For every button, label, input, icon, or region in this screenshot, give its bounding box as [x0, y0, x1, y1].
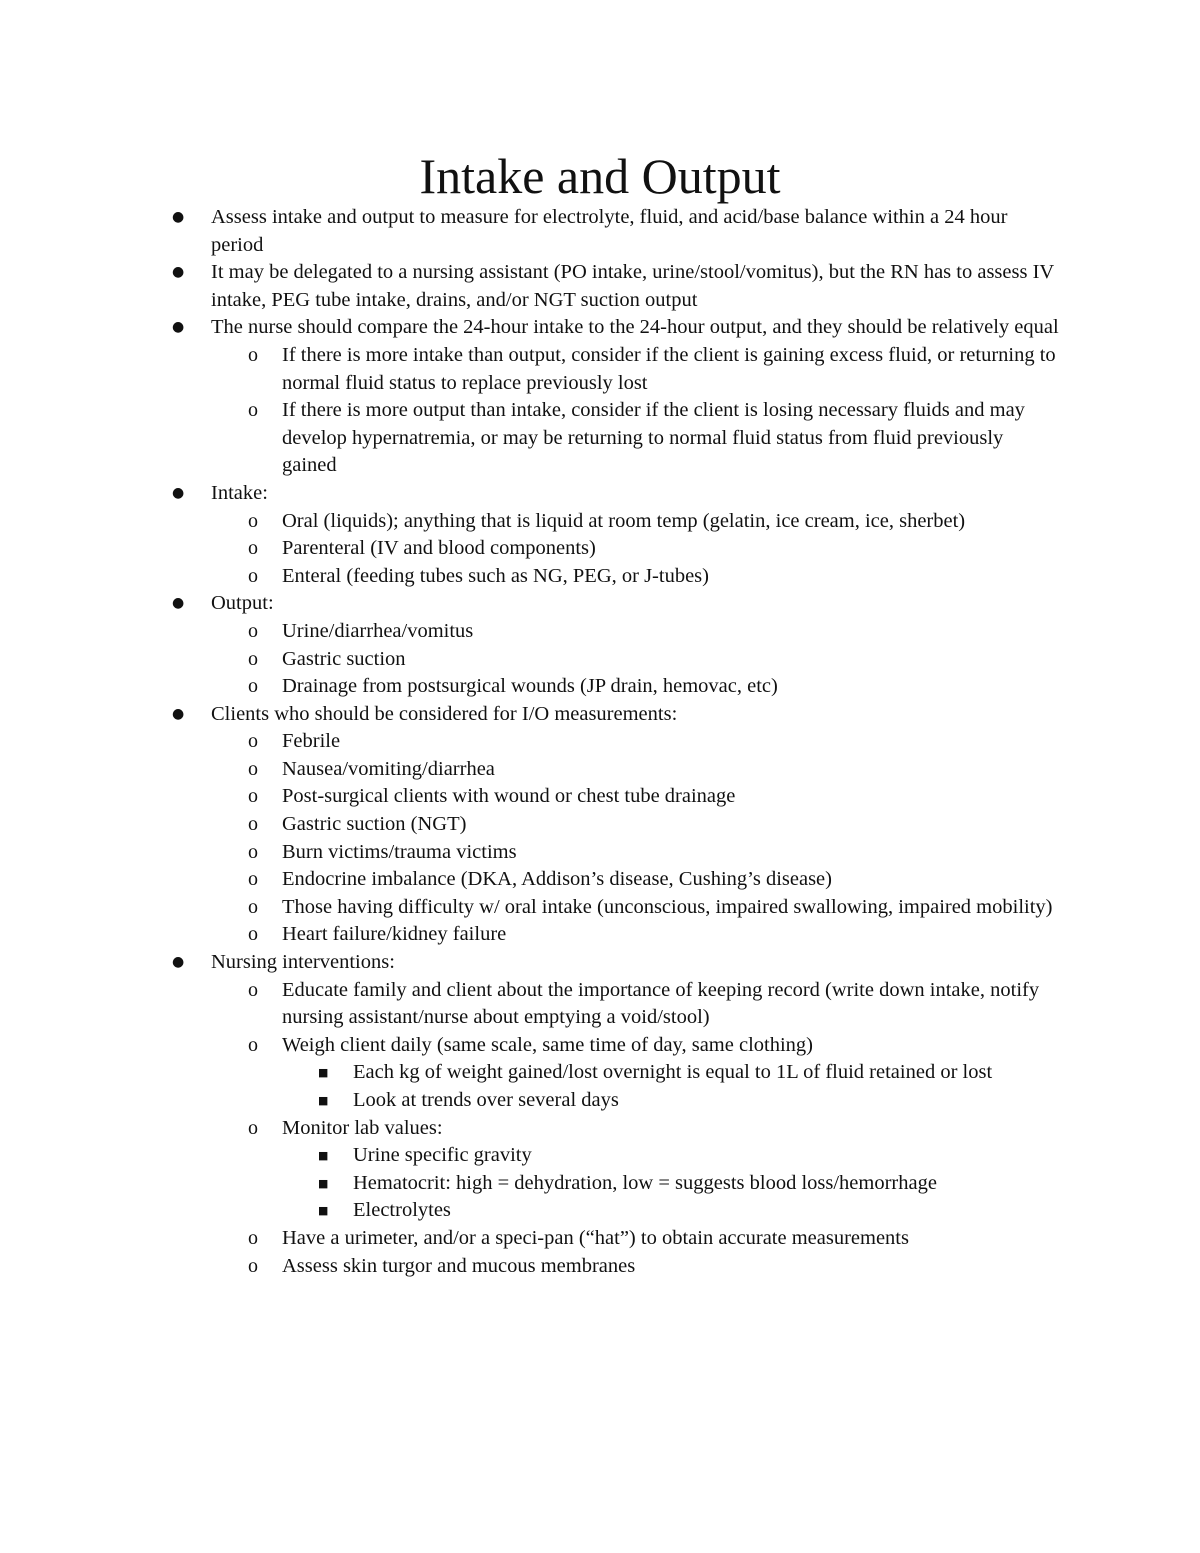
sub-bullet-marker: o	[248, 757, 258, 780]
bullet-marker: ●	[172, 595, 185, 612]
sub-list	[211, 508, 1061, 591]
sub-list-item	[0, 756, 1062, 784]
sub-list-item	[0, 1225, 1062, 1253]
nested-list-item	[0, 1059, 1063, 1087]
sub-list-item-text: Heart failure/kidney failure	[282, 923, 507, 946]
nested-sub-list	[282, 1142, 1062, 1225]
sub-list-item	[0, 673, 1062, 701]
sub-bullet-marker: o	[248, 399, 258, 422]
sub-list-item-text: Weigh client daily (same scale, same time of day, same clothing)	[282, 1033, 813, 1056]
sub-bullet-marker: o	[248, 813, 258, 836]
sub-list-item-text: Nausea/vomiting/diarrhea	[282, 757, 495, 780]
nested-list-item	[0, 1142, 1063, 1170]
sub-list-item	[0, 921, 1062, 949]
sub-bullet-marker: o	[248, 730, 258, 753]
square-bullet-marker: ■	[318, 1149, 329, 1163]
list-item-text: Nursing interventions:	[211, 951, 395, 974]
list-item	[0, 314, 1061, 480]
sub-bullet-marker: o	[248, 647, 258, 670]
nested-list-item	[0, 1087, 1063, 1115]
sub-list	[211, 728, 1061, 949]
nested-list-item-text: Electrolytes	[353, 1199, 451, 1222]
nested-sub-list	[282, 1059, 1062, 1114]
list-item	[0, 590, 1061, 700]
sub-list-item	[0, 977, 1062, 1032]
sub-list-item	[0, 563, 1062, 591]
nested-list-item	[0, 1197, 1063, 1225]
sub-list-item-text: Gastric suction (NGT)	[282, 813, 467, 836]
sub-list-item-text: Enteral (feeding tubes such as NG, PEG, or J-tubes)	[282, 564, 709, 587]
nested-list-item-text: Look at trends over several days	[353, 1089, 619, 1111]
main-bullet-list	[0, 204, 1200, 1280]
sub-bullet-marker: o	[248, 1254, 258, 1277]
nested-list-item-text: Hematocrit: high = dehydration, low = suggests blood loss/hemorrhage	[353, 1171, 937, 1194]
sub-list	[211, 977, 1061, 1281]
sub-list-item-text: Those having difficulty w/ oral intake (unconscious, impaired swallowing, impaired mobility)	[282, 895, 1053, 918]
sub-bullet-marker: o	[248, 923, 258, 946]
sub-list-item	[0, 839, 1062, 867]
list-item	[0, 949, 1061, 1280]
bullet-marker: ●	[172, 705, 185, 722]
page-title: Intake and Output	[419, 148, 781, 204]
square-bullet-marker: ■	[318, 1094, 329, 1107]
sub-list-item	[0, 811, 1062, 839]
sub-list-item-text: Urine/diarrhea/vomitus	[282, 619, 474, 642]
sub-list-item-text: Educate family and client about the importance of keeping record (write down intake, notify nursing assistant/nurse about emptying a void/stool)	[282, 978, 1040, 1029]
list-item-text: It may be delegated to a nursing assistant (PO intake, urine/stool/vomitus), but the RN has to assess IV intake, PEG tube intake, drains, and/or NGT suction output	[211, 261, 1054, 311]
list-item	[0, 701, 1061, 949]
square-bullet-marker: ■	[318, 1066, 329, 1080]
sub-bullet-marker: o	[248, 1033, 258, 1056]
list-item-text: Output:	[211, 592, 274, 615]
sub-list-item-text: Drainage from postsurgical wounds (JP drain, hemovac, etc)	[282, 675, 778, 698]
nested-list-item-text: Urine specific gravity	[353, 1144, 532, 1167]
bullet-marker: ●	[172, 209, 185, 225]
sub-bullet-marker: o	[248, 868, 258, 891]
sub-bullet-marker: o	[248, 1226, 258, 1249]
sub-list-item-text: Monitor lab values:	[282, 1116, 443, 1139]
sub-bullet-marker: o	[248, 343, 258, 366]
sub-bullet-marker: o	[248, 619, 258, 642]
bullet-marker: ●	[172, 319, 185, 336]
sub-list-item	[0, 783, 1062, 811]
sub-list-item	[0, 342, 1062, 397]
sub-list-item-text: Have a urimeter, and/or a speci-pan (“hat”) to obtain accurate measurements	[282, 1226, 909, 1249]
bullet-marker: ●	[172, 484, 185, 501]
list-item-text: The nurse should compare the 24-hour intake to the 24-hour output, and they should be relatively equal	[211, 316, 1059, 339]
sub-bullet-marker: o	[248, 1116, 258, 1139]
sub-bullet-marker: o	[248, 675, 258, 698]
sub-bullet-marker: o	[248, 564, 258, 587]
sub-list-item-text: Endocrine imbalance (DKA, Addison’s disease, Cushing’s disease)	[282, 868, 832, 891]
list-item	[0, 204, 1061, 259]
list-item-text: Intake:	[211, 481, 268, 504]
sub-list-item-text: Post-surgical clients with wound or chest tube drainage	[282, 785, 736, 808]
square-bullet-marker: ■	[318, 1204, 329, 1218]
bullet-marker: ●	[172, 954, 185, 971]
sub-list	[211, 618, 1061, 701]
sub-list-item	[0, 728, 1062, 756]
sub-list-item-text: Burn victims/trauma victims	[282, 840, 517, 863]
sub-bullet-marker: o	[248, 537, 258, 560]
list-item-text: Assess intake and output to measure for electrolyte, fluid, and acid/base balance within a 24 hour period	[211, 206, 1008, 256]
document-body	[0, 204, 1200, 1280]
sub-list-item	[0, 397, 1062, 480]
sub-bullet-marker: o	[248, 978, 258, 1001]
sub-list-item	[0, 535, 1062, 563]
sub-bullet-marker: o	[248, 785, 258, 808]
sub-list-item	[0, 508, 1062, 536]
bullet-marker: ●	[172, 264, 185, 281]
sub-list-item	[0, 1032, 1062, 1115]
sub-list-item	[0, 618, 1062, 646]
sub-list-item-text: If there is more intake than output, consider if the client is gaining excess fluid, or returning to normal fluid status to replace previously lost	[282, 343, 1056, 394]
sub-list-item	[0, 1253, 1062, 1281]
list-item	[0, 259, 1061, 314]
sub-list-item	[0, 894, 1062, 922]
sub-list	[211, 342, 1061, 480]
sub-bullet-marker: o	[248, 509, 258, 532]
square-bullet-marker: ■	[318, 1176, 329, 1190]
sub-list-item-text: Gastric suction	[282, 647, 406, 670]
nested-list-item-text: Each kg of weight gained/lost overnight is equal to 1L of fluid retained or lost	[353, 1061, 993, 1084]
sub-bullet-marker: o	[248, 840, 258, 863]
sub-list-item-text: Assess skin turgor and mucous membranes	[282, 1254, 636, 1277]
sub-list-item	[0, 646, 1062, 674]
list-item-text: Clients who should be considered for I/O measurements:	[211, 702, 678, 725]
nested-list-item	[0, 1170, 1063, 1198]
list-item	[0, 480, 1061, 590]
sub-list-item-text: Oral (liquids); anything that is liquid at room temp (gelatin, ice cream, ice, sherbet)	[282, 509, 966, 532]
sub-list-item-text: If there is more output than intake, consider if the client is losing necessary fluids and may develop hypernatremia, or may be returning to normal fluid status from fluid previously gained	[282, 399, 1025, 477]
sub-list-item	[0, 866, 1062, 894]
sub-list-item-text: Parenteral (IV and blood components)	[282, 537, 596, 560]
sub-list-item-text: Febrile	[282, 730, 341, 753]
sub-list-item	[0, 1115, 1062, 1225]
sub-bullet-marker: o	[248, 895, 258, 918]
